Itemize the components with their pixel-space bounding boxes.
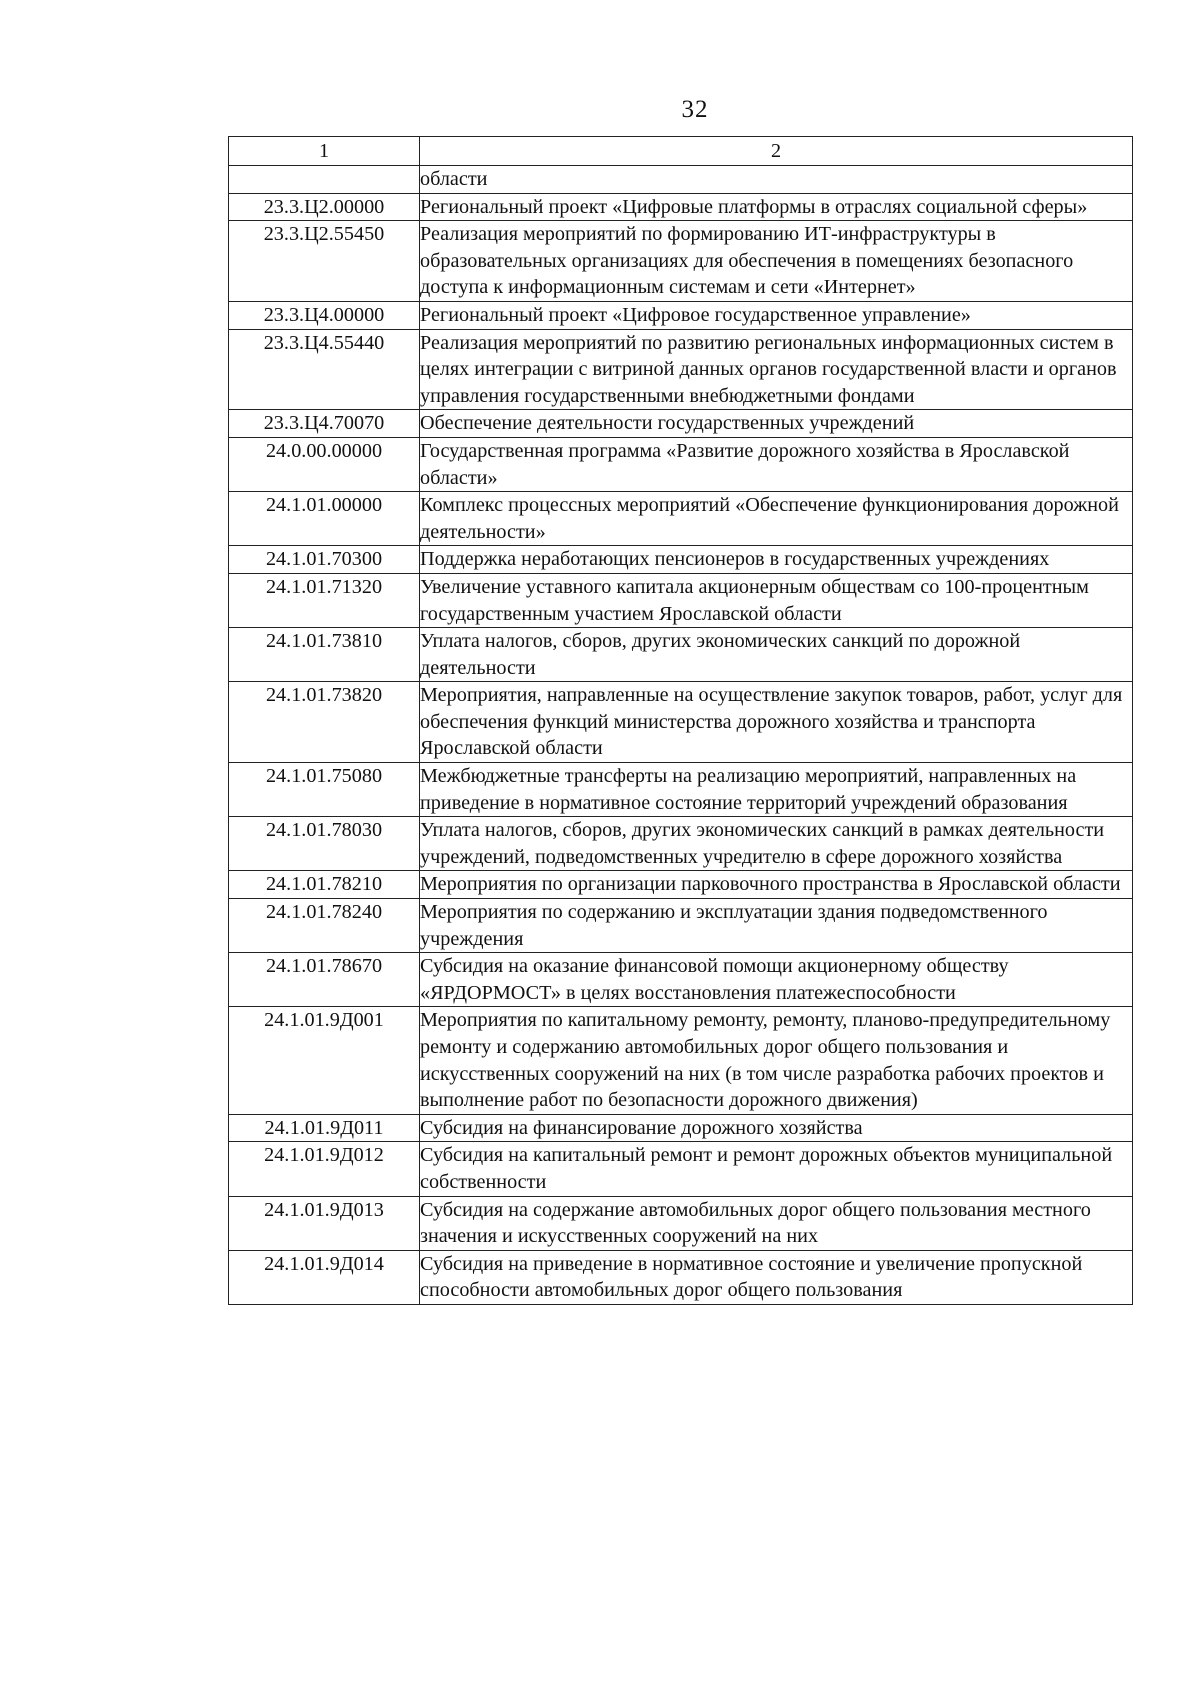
row-description-cell: Комплекс процессных мероприятий «Обеспечение функционирования дорожной деятельности»: [420, 492, 1133, 546]
row-description-cell: Уплата налогов, сборов, других экономических санкций по дорожной деятельности: [420, 628, 1133, 682]
row-code-cell: 24.1.01.73820: [229, 682, 420, 763]
table-row: [229, 1250, 1133, 1304]
table-row: [229, 546, 1133, 574]
table-header-row: [229, 137, 1133, 166]
table-body: [229, 166, 1133, 1305]
table-row: [229, 329, 1133, 410]
row-description-cell: Реализация мероприятий по развитию региональных информационных систем в целях интеграции с витриной данных органов государственной власти и органов управления государственными внебюджетными фондами: [420, 329, 1133, 410]
table-row: [229, 953, 1133, 1007]
row-code-cell: 23.3.Ц4.55440: [229, 329, 420, 410]
row-code-cell: [229, 166, 420, 194]
row-code-cell: 24.1.01.71320: [229, 573, 420, 627]
row-code-cell: 24.0.00.00000: [229, 437, 420, 491]
table-row: [229, 301, 1133, 329]
table-row: [229, 628, 1133, 682]
row-code-cell: 24.1.01.78240: [229, 899, 420, 953]
row-description-cell: Мероприятия по организации парковочного пространства в Ярославской области: [420, 871, 1133, 899]
table-row: [229, 817, 1133, 871]
table-row: [229, 410, 1133, 438]
row-description-cell: Увеличение уставного капитала акционерным обществам со 100-процентным государственным участием Ярославской области: [420, 573, 1133, 627]
row-description-cell: Субсидия на капитальный ремонт и ремонт дорожных объектов муниципальной собственности: [420, 1142, 1133, 1196]
row-code-cell: 24.1.01.73810: [229, 628, 420, 682]
row-code-cell: 23.3.Ц4.70070: [229, 410, 420, 438]
row-code-cell: 24.1.01.70300: [229, 546, 420, 574]
row-code-cell: 24.1.01.78210: [229, 871, 420, 899]
table-row: [229, 573, 1133, 627]
row-description-cell: Региональный проект «Цифровые платформы в отраслях социальной сферы»: [420, 193, 1133, 221]
table-row: [229, 1114, 1133, 1142]
table-row: [229, 193, 1133, 221]
row-code-cell: 24.1.01.9Д014: [229, 1250, 420, 1304]
table-row: [229, 1007, 1133, 1114]
row-description-cell: Государственная программа «Развитие дорожного хозяйства в Ярославской области»: [420, 437, 1133, 491]
table-row: [229, 1196, 1133, 1250]
table-row: [229, 682, 1133, 763]
row-description-cell: Субсидия на содержание автомобильных дорог общего пользования местного значения и искусственных сооружений на них: [420, 1196, 1133, 1250]
row-code-cell: 24.1.01.9Д013: [229, 1196, 420, 1250]
row-code-cell: 24.1.01.9Д012: [229, 1142, 420, 1196]
row-code-cell: 24.1.01.78030: [229, 817, 420, 871]
budget-classification-table: [228, 136, 1133, 1305]
table-row: [229, 166, 1133, 194]
row-description-cell: Субсидия на финансирование дорожного хозяйства: [420, 1114, 1133, 1142]
row-code-cell: 24.1.01.78670: [229, 953, 420, 1007]
row-description-cell: Уплата налогов, сборов, других экономических санкций в рамках деятельности учреждений, подведомственных учредителю в сфере дорожного хозяйства: [420, 817, 1133, 871]
row-description-cell: Региональный проект «Цифровое государственное управление»: [420, 301, 1133, 329]
row-code-cell: 23.3.Ц4.00000: [229, 301, 420, 329]
row-code-cell: 24.1.01.75080: [229, 763, 420, 817]
row-code-cell: 23.3.Ц2.00000: [229, 193, 420, 221]
row-code-cell: 24.1.01.9Д001: [229, 1007, 420, 1114]
table-row: [229, 763, 1133, 817]
row-description-cell: Мероприятия по содержанию и эксплуатации здания подведомственного учреждения: [420, 899, 1133, 953]
table-row: [229, 1142, 1133, 1196]
table-row: [229, 221, 1133, 302]
row-description-cell: Субсидия на оказание финансовой помощи акционерному обществу «ЯРДОРМОСТ» в целях восстановления платежеспособности: [420, 953, 1133, 1007]
column-header-2: 2: [420, 137, 1133, 166]
row-description-cell: области: [420, 166, 1133, 194]
row-code-cell: 23.3.Ц2.55450: [229, 221, 420, 302]
row-description-cell: Обеспечение деятельности государственных учреждений: [420, 410, 1133, 438]
row-description-cell: Реализация мероприятий по формированию ИТ-инфраструктуры в образовательных организациях для обеспечения в помещениях безопасного доступа к информационным системам и сети «Интернет»: [420, 221, 1133, 302]
row-description-cell: Мероприятия, направленные на осуществление закупок товаров, работ, услуг для обеспечения функций министерства дорожного хозяйства и транспорта Ярославской области: [420, 682, 1133, 763]
table-row: [229, 899, 1133, 953]
row-description-cell: Межбюджетные трансферты на реализацию мероприятий, направленных на приведение в нормативное состояние территорий учреждений образования: [420, 763, 1133, 817]
column-header-1: 1: [229, 137, 420, 166]
row-code-cell: 24.1.01.9Д011: [229, 1114, 420, 1142]
table-row: [229, 437, 1133, 491]
row-code-cell: 24.1.01.00000: [229, 492, 420, 546]
row-description-cell: Поддержка неработающих пенсионеров в государственных учреждениях: [420, 546, 1133, 574]
table-row: [229, 492, 1133, 546]
table-row: [229, 871, 1133, 899]
row-description-cell: Субсидия на приведение в нормативное состояние и увеличение пропускной способности автомобильных дорог общего пользования: [420, 1250, 1133, 1304]
row-description-cell: Мероприятия по капитальному ремонту, ремонту, планово-предупредительному ремонту и содержанию автомобильных дорог общего пользования и искусственных сооружений на них (в том числе разработка рабочих проектов и выполнение работ по безопасности дорожного движения): [420, 1007, 1133, 1114]
page-number: 32: [681, 96, 709, 123]
